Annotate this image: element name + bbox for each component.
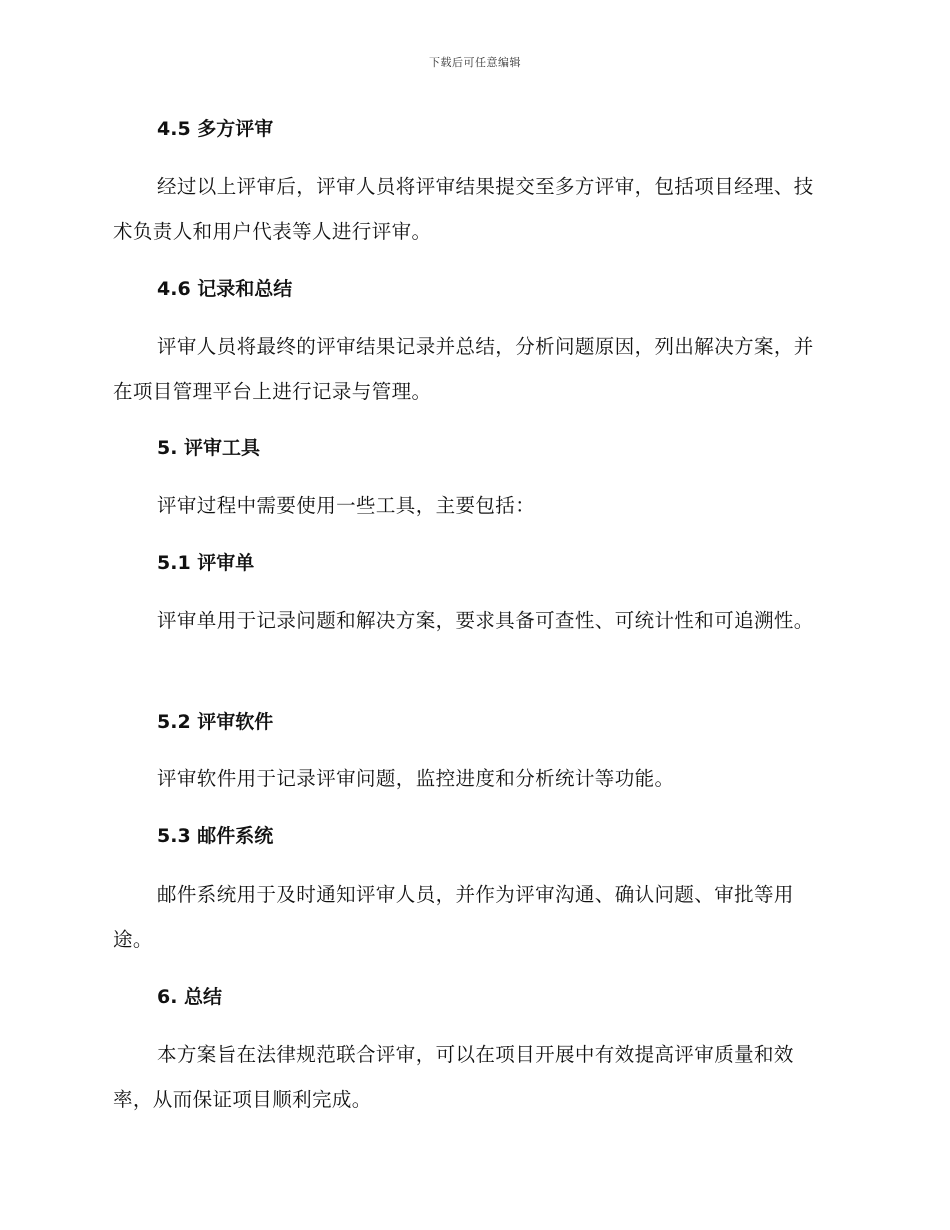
- section-heading-5-2: 5.2 评审软件: [157, 711, 274, 733]
- section-paragraph-5-2: 评审软件用于记录评审问题，监控进度和分析统计等功能。: [157, 767, 675, 790]
- section-paragraph-5-3: 邮件系统用于及时通知评审人员，并作为评审沟通、确认问题、审批等用途。: [113, 883, 794, 951]
- section-paragraph-6: 本方案旨在法律规范联合评审，可以在项目开展中有效提高评审质量和效率，从而保证项目顺利完成。: [113, 1043, 794, 1111]
- section-heading-5: 5. 评审工具: [157, 437, 261, 459]
- section-heading-5-3: 5.3 邮件系统: [157, 825, 274, 847]
- section-paragraph-4-6: 评审人员将最终的评审结果记录并总结，分析问题原因，列出解决方案，并在项目管理平台上进行记录与管理。: [113, 335, 814, 403]
- section-heading-4-6: 4.6 记录和总结: [157, 278, 293, 300]
- section-paragraph-5: 评审过程中需要使用一些工具，主要包括：: [157, 494, 536, 517]
- section-heading-5-1: 5.1 评审单: [157, 552, 255, 574]
- page-header: 下载后可任意编辑: [429, 56, 521, 69]
- section-paragraph-5-1: 评审单用于记录问题和解决方案，要求具备可查性、可统计性和可追溯性。: [157, 609, 814, 632]
- section-heading-4-5: 4.5 多方评审: [157, 118, 274, 140]
- section-heading-6: 6. 总结: [157, 986, 223, 1008]
- section-paragraph-4-5: 经过以上评审后，评审人员将评审结果提交至多方评审，包括项目经理、技术负责人和用户代表等人进行评审。: [113, 175, 814, 243]
